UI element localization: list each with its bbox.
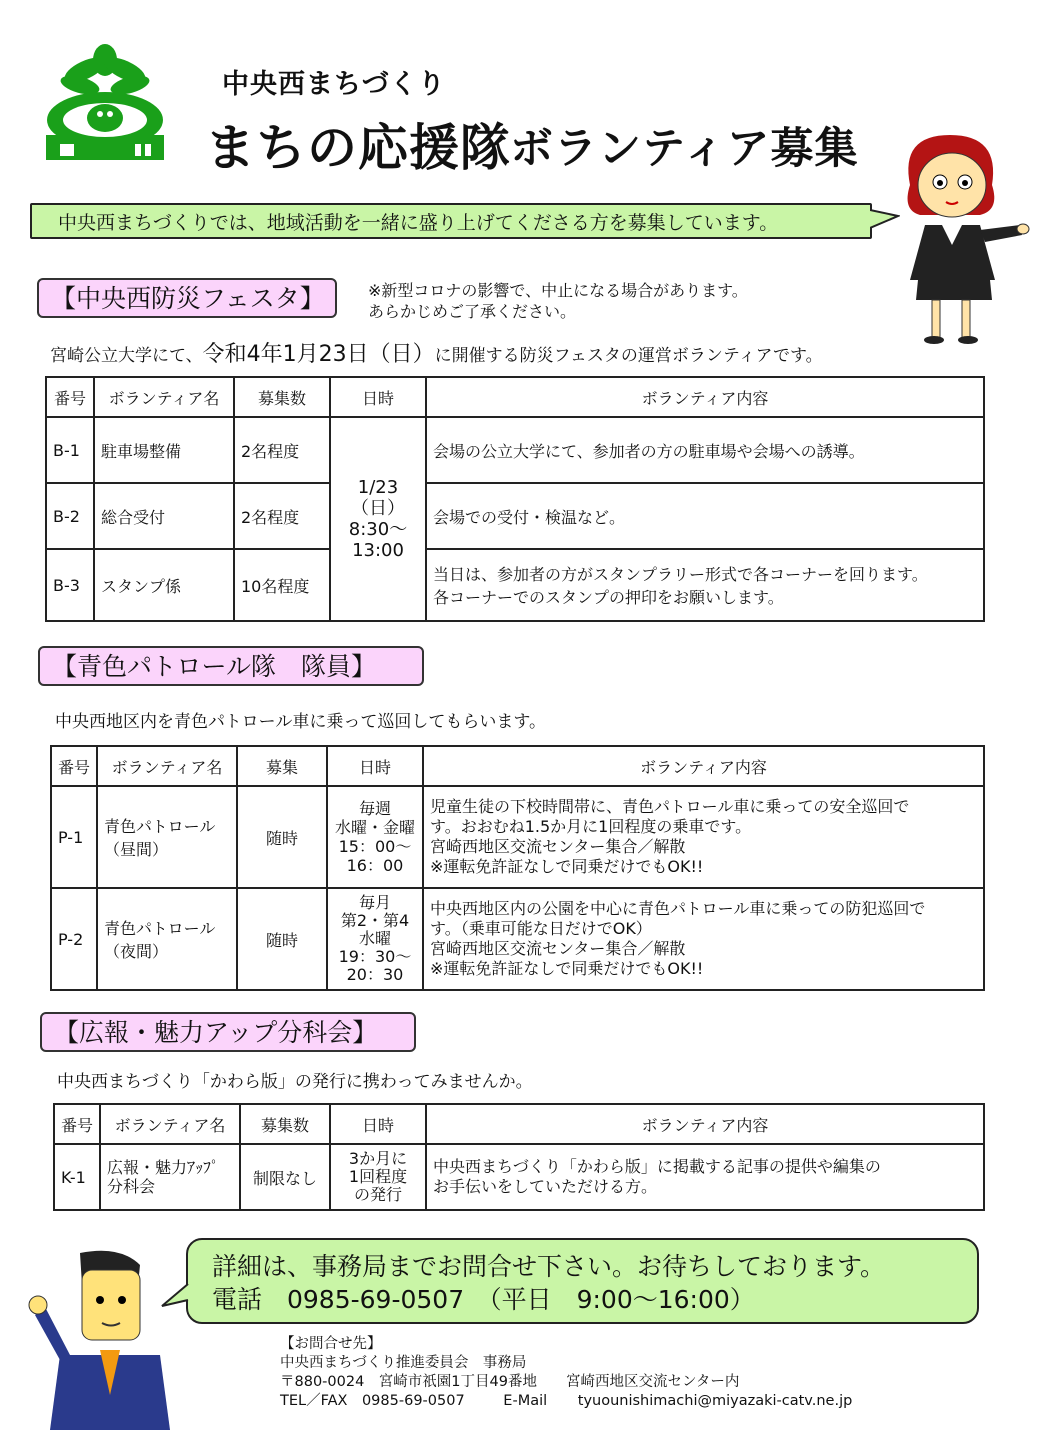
col-header-name: ボランティア名 — [100, 1104, 240, 1144]
content-line: す。（乗車可能な日だけでOK） — [430, 919, 652, 938]
row-id: B-2 — [46, 483, 94, 549]
date-line: 毎週 — [358, 799, 391, 818]
row-date — [330, 417, 426, 621]
row-content — [423, 786, 984, 888]
row-id: B-1 — [46, 417, 94, 483]
row-count: 10名程度 — [234, 549, 330, 621]
lead-date: 令和4年1月23日（日） — [202, 342, 435, 367]
name-line: （夜間） — [104, 942, 169, 961]
section3-lead: 中央西まちづくり「かわら版」の発行に携わってみませんか。 — [57, 1072, 533, 1092]
col-header-content: ボランティア内容 — [423, 746, 984, 786]
date-line: 毎月 — [358, 893, 391, 912]
date-line: 水曜 — [358, 929, 391, 948]
table-row — [51, 786, 984, 888]
contact-tel-email — [280, 1392, 852, 1411]
content-line: 中央西まちづくり「かわら版」に掲載する記事の提供や編集の — [433, 1157, 881, 1176]
date-line: 16：00 — [346, 856, 404, 875]
date-line: 13:00 — [352, 540, 404, 561]
contact-heading: 【お問合せ先】 — [280, 1336, 382, 1352]
corona-note — [368, 280, 748, 322]
date-line: 19：30～ — [338, 947, 412, 966]
contact-details — [280, 1335, 852, 1411]
intro-banner: 中央西まちづくりでは、地域活動を一緒に盛り上げてくださる方を募集しています。 — [30, 203, 872, 239]
name-line: 青色パトロール — [104, 919, 216, 938]
date-line: 第2・第4 — [340, 911, 410, 930]
date-line: の発行 — [353, 1185, 402, 1204]
row-content — [426, 1144, 984, 1210]
table-header-row — [54, 1104, 984, 1144]
section2-lead: 中央西地区内を青色パトロール車に乗って巡回してもらいます。 — [55, 712, 546, 732]
row-name — [100, 1144, 240, 1210]
name-line: （昼間） — [104, 840, 169, 859]
table-row — [54, 1144, 984, 1210]
section-title-bousai: 【中央西防災フェスタ】 — [37, 278, 337, 318]
col-header-content: ボランティア内容 — [426, 1104, 984, 1144]
col-header-name: ボランティア名 — [97, 746, 237, 786]
row-id: B-3 — [46, 549, 94, 621]
section1-lead — [50, 337, 823, 368]
header-title: まちの応援隊 — [205, 119, 511, 177]
patrol-table — [50, 745, 985, 991]
col-header-date: 日時 — [330, 377, 426, 417]
header-subtitle: 中央西まちづくり — [222, 69, 446, 100]
col-header-content: ボランティア内容 — [426, 377, 984, 417]
woman-illustration — [880, 130, 1030, 345]
lead-desc: に開催する防災フェスタの運営ボランティアです。 — [434, 346, 823, 366]
content-line: ※運転免許証なしで同乗だけでもOK!! — [430, 959, 704, 978]
pr-table — [53, 1103, 985, 1211]
contact-banner — [186, 1238, 979, 1324]
col-header-id: 番号 — [54, 1104, 100, 1144]
table-row — [46, 549, 984, 621]
date-line: 15：00～ — [338, 837, 412, 856]
row-name — [97, 786, 237, 888]
col-header-name: ボランティア名 — [94, 377, 234, 417]
col-header-id: 番号 — [51, 746, 97, 786]
date-line: 1回程度 — [348, 1167, 408, 1186]
row-content — [423, 888, 984, 990]
row-name — [97, 888, 237, 990]
contact-banner-phone: 電話 0985-69-0507 （平日 9:00～16:00） — [212, 1285, 755, 1314]
col-header-date: 日時 — [327, 746, 423, 786]
contact-email-label: E-Mail — [503, 1393, 548, 1409]
row-count: 随時 — [237, 786, 327, 888]
content-line: す。おおむね1.5か月に1回程度の乗車です。 — [430, 817, 752, 836]
row-name: スタンプ係 — [94, 549, 234, 621]
col-header-date: 日時 — [330, 1104, 426, 1144]
row-content: 会場の公立大学にて、参加者の方の駐車場や会場への誘導。 — [426, 417, 984, 483]
col-header-count: 募集 — [237, 746, 327, 786]
date-line: 1/23 — [357, 477, 399, 498]
row-count: 制限なし — [240, 1144, 330, 1210]
date-line: 20：30 — [346, 965, 404, 984]
table-row — [51, 888, 984, 990]
content-line: 各コーナーでのスタンプの押印をお願いします。 — [433, 588, 784, 607]
date-line: 水曜・金曜 — [334, 818, 415, 837]
row-id: P-2 — [51, 888, 97, 990]
date-line: 3か月に — [348, 1149, 408, 1168]
corona-note-line1: ※新型コロナの影響で、中止になる場合があります。 — [368, 281, 748, 300]
date-line: （日） — [351, 498, 405, 519]
row-date — [327, 888, 423, 990]
row-count: 随時 — [237, 888, 327, 990]
contact-banner-line1: 詳細は、事務局までお問合せ下さい。お待ちしております。 — [212, 1252, 886, 1281]
row-id: P-1 — [51, 786, 97, 888]
contact-org: 中央西まちづくり推進委員会 事務局 — [280, 1355, 527, 1371]
man-illustration — [20, 1245, 185, 1430]
row-content: 会場での受付・検温など。 — [426, 483, 984, 549]
lead-venue: 宮崎公立大学にて、 — [50, 346, 203, 366]
contact-address: 〒880-0024 宮崎市祇園1丁目49番地 宮崎西地区交流センター内 — [280, 1374, 740, 1390]
col-header-count: 募集数 — [240, 1104, 330, 1144]
contact-banner-pointer — [160, 1282, 190, 1312]
row-count: 2名程度 — [234, 483, 330, 549]
table-row — [46, 483, 984, 549]
bousai-table — [45, 376, 985, 622]
intro-banner-pointer — [870, 206, 900, 236]
header-title-recruit: ボランティア募集 — [510, 124, 859, 174]
table-row — [46, 417, 984, 483]
corona-note-line2: あらかじめご了承ください。 — [368, 302, 577, 321]
row-count: 2名程度 — [234, 417, 330, 483]
table-header-row — [51, 746, 984, 786]
town-logo — [40, 40, 170, 165]
contact-tel: TEL／FAX 0985-69-0507 — [280, 1393, 465, 1409]
date-line: 8:30～ — [348, 519, 408, 540]
row-date — [327, 786, 423, 888]
row-name: 総合受付 — [94, 483, 234, 549]
content-line: 児童生徒の下校時間帯に、青色パトロール車に乗っての安全巡回で — [430, 797, 910, 816]
content-line: 宮崎西地区交流センター集合／解散 — [430, 939, 686, 958]
table-header-row — [46, 377, 984, 417]
name-line: 青色パトロール — [104, 817, 216, 836]
col-header-count: 募集数 — [234, 377, 330, 417]
col-header-id: 番号 — [46, 377, 94, 417]
name-line: 分科会 — [107, 1177, 156, 1196]
name-line: 広報・魅力ｱｯﾌﾟ — [107, 1158, 220, 1177]
section-title-patrol: 【青色パトロール隊 隊員】 — [38, 646, 424, 686]
content-line: ※運転免許証なしで同乗だけでもOK!! — [430, 857, 704, 876]
row-id: K-1 — [54, 1144, 100, 1210]
contact-email[interactable]: tyuounishimachi@miyazaki-catv.ne.jp — [577, 1393, 853, 1409]
row-date — [330, 1144, 426, 1210]
row-name: 駐車場整備 — [94, 417, 234, 483]
content-line: お手伝いをしていただける方。 — [433, 1177, 658, 1196]
content-line: 宮崎西地区交流センター集合／解散 — [430, 837, 686, 856]
row-content — [426, 549, 984, 621]
content-line: 中央西地区内の公園を中心に青色パトロール車に乗っての防犯巡回で — [430, 899, 926, 918]
section-title-pr: 【広報・魅力アップ分科会】 — [40, 1012, 416, 1052]
content-line: 当日は、参加者の方がスタンプラリー形式で各コーナーを回ります。 — [433, 565, 928, 584]
